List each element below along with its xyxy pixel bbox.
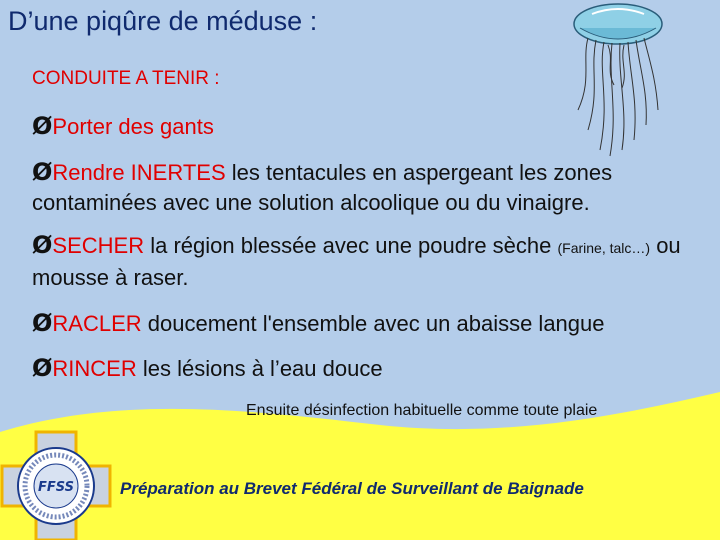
bullet-text: les lésions à l’eau douce xyxy=(136,356,383,381)
bullet-text: la région blessée avec une poudre sèche xyxy=(144,233,558,258)
after-care-note: Ensuite désinfection habituelle comme toute plaie xyxy=(246,402,598,419)
bullet-rinse xyxy=(32,353,692,384)
arrow-bullet-icon: Ø xyxy=(32,354,53,382)
bullet-neutralize xyxy=(32,157,692,218)
arrow-bullet-icon: Ø xyxy=(32,309,53,337)
arrow-bullet-icon: Ø xyxy=(32,112,53,140)
jellyfish-illustration xyxy=(548,0,698,160)
bullet-keyword: RACLER xyxy=(52,311,142,336)
bullet-text: les tentacules en aspergeant les zones contaminées avec une solution alcoolique ou du vinaigre. xyxy=(32,160,613,215)
arrow-bullet-icon: Ø xyxy=(32,231,53,259)
bullet-scrape xyxy=(32,308,692,339)
ffss-logo xyxy=(0,430,112,540)
section-heading: CONDUITE A TENIR : xyxy=(32,68,220,89)
bullet-keyword: RINCER xyxy=(52,356,137,381)
footer-title: Préparation au Brevet Fédéral de Surveillant de Baignade xyxy=(120,479,584,498)
bullet-text-end: ou mousse à raser. xyxy=(32,233,681,290)
bullet-text: Porter des gants xyxy=(52,114,214,139)
arrow-bullet-icon: Ø xyxy=(32,158,53,186)
bullet-text: doucement l'ensemble avec un abaisse langue xyxy=(141,311,605,336)
page-title: D’une piqûre de méduse : xyxy=(8,6,318,36)
bullet-note: (Farine, talc…) xyxy=(557,240,651,256)
bullet-keyword: SECHER xyxy=(52,233,145,258)
bullet-dry xyxy=(32,230,692,293)
logo-initials: FFSS xyxy=(37,480,75,495)
bullet-keyword: Rendre INERTES xyxy=(52,160,226,185)
